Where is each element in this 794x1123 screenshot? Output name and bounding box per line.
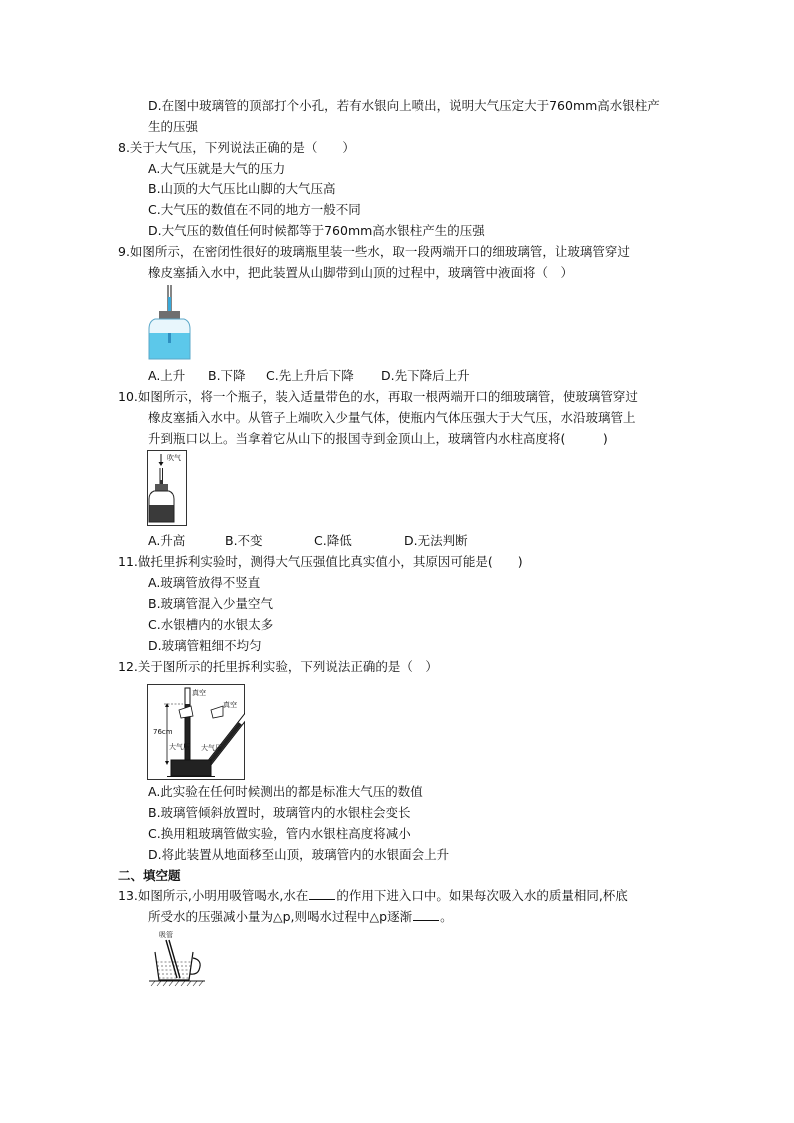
q13-cup-figure <box>147 928 207 988</box>
q8-stem: 8.关于大气压，下列说法正确的是（ ） <box>118 140 355 155</box>
q7-option-d-line2: 生的压强 <box>148 119 199 134</box>
q13-line1-part2: 的作用下进入口中。如果每次吸入水的质量相同,杯底 <box>336 888 628 903</box>
q12-stem: 12.关于图所示的托里拆利实验，下列说法正确的是（ ） <box>118 659 438 674</box>
q13-blank-1[interactable] <box>309 887 335 900</box>
q10-stem-line3: 升到瓶口以上。当拿着它从山下的报国寺到金顶山上，玻璃管内水柱高度将( ) <box>148 431 608 446</box>
q12-fig-vacuum-vertical: 真空 <box>192 689 206 697</box>
q9-options <box>148 367 470 385</box>
q12-torricelli-figure <box>147 684 245 780</box>
q10-fig-label: 吹气 <box>167 454 181 462</box>
q13-line2-part1: 所受水的压强减小量为△p,则喝水过程中△p逐渐 <box>148 909 413 924</box>
q12-fig-height-label: 76cm <box>153 728 173 736</box>
q12-option-c: C.换用粗玻璃管做实验，管内水银柱高度将减小 <box>148 826 411 841</box>
q8-option-c: C.大气压的数值在不同的地方一般不同 <box>148 202 361 217</box>
q13-line2-part2: 。 <box>440 909 453 924</box>
q10-stem-line1: 10.如图所示，将一个瓶子，装入适量带色的水，再取一根两端开口的细玻璃管，使玻璃管穿过 <box>118 389 638 404</box>
q13-line1 <box>118 887 628 905</box>
q11-option-b: B.玻璃管混入少量空气 <box>148 596 274 611</box>
q10-stem-line2: 橡皮塞插入水中。从管子上端吹入少量气体，使瓶内气体压强大于大气压，水沿玻璃管上 <box>148 410 636 425</box>
q12-option-a: A.此实验在任何时候测出的都是标准大气压的数值 <box>148 784 423 799</box>
q8-option-b: B.山顶的大气压比山脚的大气压高 <box>148 181 336 196</box>
q9-stem-line1: 9.如图所示，在密闭性很好的玻璃瓶里装一些水，取一段两端开口的细玻璃管，让玻璃管穿过 <box>118 244 630 259</box>
q12-option-d: D.将此装置从地面移至山顶，玻璃管内的水银面会上升 <box>148 847 450 862</box>
q10-bottle-figure <box>147 450 187 526</box>
q8-option-d: D.大气压的数值任何时候都等于760mm高水银柱产生的压强 <box>148 223 485 238</box>
q13-fig-label: 吸管 <box>159 931 173 939</box>
q11-stem: 11.做托里拆利实验时，测得大气压强值比真实值小，其原因可能是( ) <box>118 554 523 569</box>
q10-options <box>148 532 468 550</box>
q11-option-c: C.水银槽内的水银太多 <box>148 617 274 632</box>
q9-option-b: B.下降 <box>208 368 246 383</box>
q9-bottle-figure <box>145 283 195 363</box>
q11-option-a: A.玻璃管放得不竖直 <box>148 575 261 590</box>
q9-stem-line2: 橡皮塞插入水中，把此装置从山脚带到山顶的过程中，玻璃管中液面将（ ） <box>148 265 574 280</box>
q12-fig-atm-right: 大气压 <box>201 744 222 752</box>
q13-blank-2[interactable] <box>413 908 439 921</box>
q12-fig-atm-left: 大气压 <box>169 743 190 751</box>
q10-option-c: C.降低 <box>314 533 352 548</box>
q9-option-c: C.先上升后下降 <box>266 368 354 383</box>
q8-option-a: A.大气压就是大气的压力 <box>148 161 286 176</box>
q13-line2 <box>148 908 453 926</box>
q11-option-d: D.玻璃管粗细不均匀 <box>148 638 262 653</box>
q12-option-b: B.玻璃管倾斜放置时，玻璃管内的水银柱会变长 <box>148 805 411 820</box>
q10-option-a: A.升高 <box>148 533 186 548</box>
q9-option-a: A.上升 <box>148 368 186 383</box>
q9-option-d: D.先下降后上升 <box>381 368 470 383</box>
q13-line1-part1: 13.如图所示,小明用吸管喝水,水在 <box>118 888 309 903</box>
q12-fig-vacuum-tilted: 真空 <box>223 701 237 709</box>
section-title: 二、填空题 <box>118 868 181 883</box>
q10-option-b: B.不变 <box>225 533 263 548</box>
q10-option-d: D.无法判断 <box>404 533 468 548</box>
q7-option-d-line1: D.在图中玻璃管的顶部打个小孔，若有水银向上喷出，说明大气压定大于760mm高水银柱产 <box>148 98 660 113</box>
